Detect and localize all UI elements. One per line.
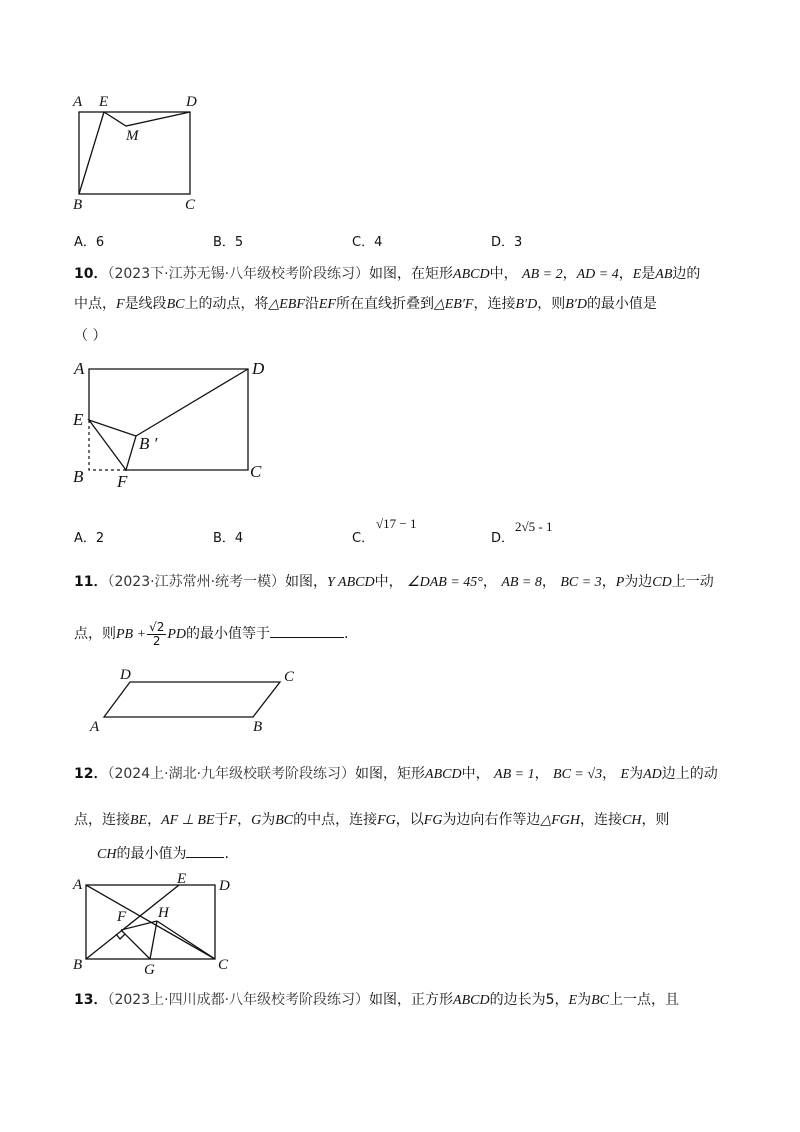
- q9-label-M: M: [126, 128, 139, 144]
- q12-label-H: H: [158, 905, 169, 921]
- q12-math: FG: [377, 813, 396, 828]
- q12-text: ，连接: [579, 812, 622, 828]
- q11-label-C: C: [284, 669, 295, 685]
- q12-text: ，: [237, 812, 252, 828]
- q10-label-Bprime: B ′: [139, 434, 158, 453]
- q12-math: CH: [621, 813, 642, 828]
- q10-text: 如图，在矩形: [369, 266, 454, 282]
- q12-label-D: D: [219, 878, 230, 894]
- q10-text: ，: [562, 266, 577, 282]
- q11-source: （2023·江苏常州·统考一模）: [107, 574, 286, 590]
- q10-text: 是: [641, 266, 656, 282]
- q10-option-c-math: √17 − 1: [376, 516, 417, 531]
- q11-text: 上一动: [671, 574, 714, 590]
- q11-math: PD: [167, 627, 187, 642]
- q11-math: PB +: [116, 627, 147, 642]
- q12-text: ，则: [641, 812, 670, 828]
- q11-math: Y ABCD: [327, 575, 375, 590]
- q10-math: F: [116, 297, 125, 312]
- q10-option-d: D．: [491, 531, 515, 546]
- q11-label-D: D: [120, 667, 131, 683]
- q9-label-D: D: [186, 94, 197, 110]
- q9-label-B: B: [73, 197, 83, 213]
- q12-text: ，: [602, 766, 617, 782]
- q10-text: ，: [618, 266, 633, 282]
- q12-seg-FH: [121, 921, 157, 930]
- q9-option-a: A．6: [74, 235, 105, 250]
- q12-seg-FG: [121, 930, 150, 959]
- q12-math: CH: [97, 847, 117, 862]
- q12-math: △FGH: [540, 813, 580, 828]
- q12-text: 点，连接: [74, 812, 130, 828]
- q10-math: AD = 4: [576, 267, 619, 282]
- q10-math: EF: [318, 297, 336, 312]
- q12-math: G: [251, 813, 262, 828]
- q11-frac-den: 2: [152, 633, 161, 648]
- q13-text: 为: [577, 992, 592, 1008]
- q11-math: P: [615, 575, 625, 590]
- q11-math: ∠DAB = 45°: [407, 575, 483, 590]
- q11-text: 中，: [374, 574, 403, 590]
- q10-option-b: B．4: [213, 531, 244, 546]
- q10-label-D: D: [252, 359, 265, 378]
- q10-label-A: A: [74, 359, 85, 378]
- q10-math: BC: [166, 297, 185, 312]
- q12-text: 的最小值为: [116, 846, 187, 862]
- q10-math: B′D: [515, 297, 538, 312]
- q12-text: ，: [534, 766, 549, 782]
- q12-text: ，: [147, 812, 162, 828]
- q12-seg-HG: [150, 921, 157, 959]
- q10-text: 沿: [304, 296, 319, 312]
- q10-text: 的最小值是: [586, 296, 657, 312]
- q10-line3: （ ）: [74, 328, 107, 344]
- q10-number: 10．: [74, 266, 108, 282]
- q12-text: .: [224, 846, 229, 862]
- q9-option-c: C．4: [352, 235, 383, 250]
- q12-text: 为: [261, 812, 276, 828]
- q12-text: 如图，矩形: [355, 766, 426, 782]
- q13-line1: [74, 990, 679, 1011]
- q12-text: 的中点，连接: [293, 812, 378, 828]
- q12-math: ABCD: [425, 767, 462, 782]
- q13-source: （2023上·四川成都·八年级校考阶段练习）: [107, 992, 370, 1008]
- q12-math: E: [620, 767, 630, 782]
- q11-number: 11．: [74, 574, 108, 590]
- q11-label-B: B: [253, 719, 263, 735]
- q10-text: 是线段: [124, 296, 167, 312]
- q13-math: E: [568, 993, 578, 1008]
- q10-text: 上的动点，将: [184, 296, 269, 312]
- q12-label-C: C: [218, 957, 229, 973]
- q11-text: 为边: [624, 574, 653, 590]
- q13-text: 的边长为5，: [489, 992, 569, 1008]
- q13-number: 13．: [74, 992, 108, 1008]
- q12-text: 边上的动: [661, 766, 718, 782]
- q12-math: BC: [275, 813, 294, 828]
- q9-label-A: A: [73, 94, 83, 110]
- q10-math: △EBF: [268, 297, 305, 312]
- q12-text: 为: [629, 766, 644, 782]
- q10-source: （2023下·江苏无锡·八年级校考阶段练习）: [107, 266, 370, 282]
- q12-label-G: G: [144, 962, 155, 978]
- q12-math: AF ⊥ BE: [161, 813, 215, 828]
- q12-math: FG: [423, 813, 443, 828]
- q10-text: 中点，: [74, 296, 116, 312]
- q13-math: BC: [591, 993, 609, 1008]
- q12-seg-HC: [157, 921, 215, 959]
- q12-source: （2024上·湖北·九年级校联考阶段练习）: [107, 766, 356, 782]
- q12-label-F: F: [117, 909, 127, 925]
- q11-text: ，: [482, 574, 497, 590]
- q11-label-A: A: [90, 719, 100, 735]
- q13-text: 如图，正方形: [369, 992, 454, 1008]
- q10-option-c: C．: [352, 531, 375, 546]
- q12-math: BC = √3: [553, 767, 603, 782]
- q10-option-a: A．2: [74, 531, 105, 546]
- q10-option-d-math: 2√5 - 1: [515, 519, 553, 534]
- q12-math: BE: [130, 813, 148, 828]
- q11-text: ，: [601, 574, 616, 590]
- q12-math: F: [228, 813, 238, 828]
- q10-label-E: E: [73, 410, 84, 429]
- q11-math: BC = 3: [560, 575, 602, 590]
- q10-label-F: F: [117, 472, 128, 491]
- q11-text: 如图，: [285, 574, 328, 590]
- q9-label-E: E: [99, 94, 109, 110]
- q9-label-C: C: [185, 197, 196, 213]
- q13-text: 上一点，且: [608, 992, 679, 1008]
- q10-math: AB: [655, 267, 673, 282]
- q10-text: 中，: [489, 266, 518, 282]
- q10-math: AB = 2: [522, 267, 563, 282]
- q10-text: ，连接: [473, 296, 516, 312]
- q10-text: ，则: [537, 296, 566, 312]
- q11-math: CD: [652, 575, 672, 590]
- q11-math: AB = 8: [501, 575, 542, 590]
- q11-frac-num: √2: [149, 619, 165, 634]
- q11-text: 点，则: [74, 626, 116, 642]
- q12-text: ，以: [395, 812, 424, 828]
- q10-label-C: C: [250, 462, 262, 481]
- q12-number: 12．: [74, 766, 108, 782]
- q12-label-A: A: [73, 877, 83, 893]
- q10-math: △EB′F: [433, 297, 474, 312]
- q11-text: .: [344, 626, 349, 642]
- q9-option-b: B．5: [213, 235, 244, 250]
- q10-text: 所在直线折叠到: [335, 296, 434, 312]
- q12-seg-BE: [86, 885, 179, 959]
- q12-label-E: E: [177, 871, 187, 887]
- q11-text: ，: [541, 574, 556, 590]
- q10-text: 边的: [672, 266, 701, 282]
- q10-math: ABCD: [453, 267, 490, 282]
- q12-text: 于: [214, 812, 229, 828]
- q12-right-angle-mark: [116, 934, 125, 939]
- q10-math: B′D: [565, 297, 587, 312]
- q12-text: 为边向右作等边: [442, 812, 541, 828]
- q12-label-B: B: [73, 957, 83, 973]
- q12-math: AB = 1: [494, 767, 535, 782]
- q11-text: 的最小值等于: [186, 626, 271, 642]
- q12-math: AD: [643, 767, 662, 782]
- q10-label-B: B: [73, 467, 84, 486]
- q10-math: E: [632, 267, 642, 282]
- q12-text: 中，: [461, 766, 490, 782]
- q13-math: ABCD: [453, 993, 490, 1008]
- q9-option-d: D．3: [491, 235, 523, 250]
